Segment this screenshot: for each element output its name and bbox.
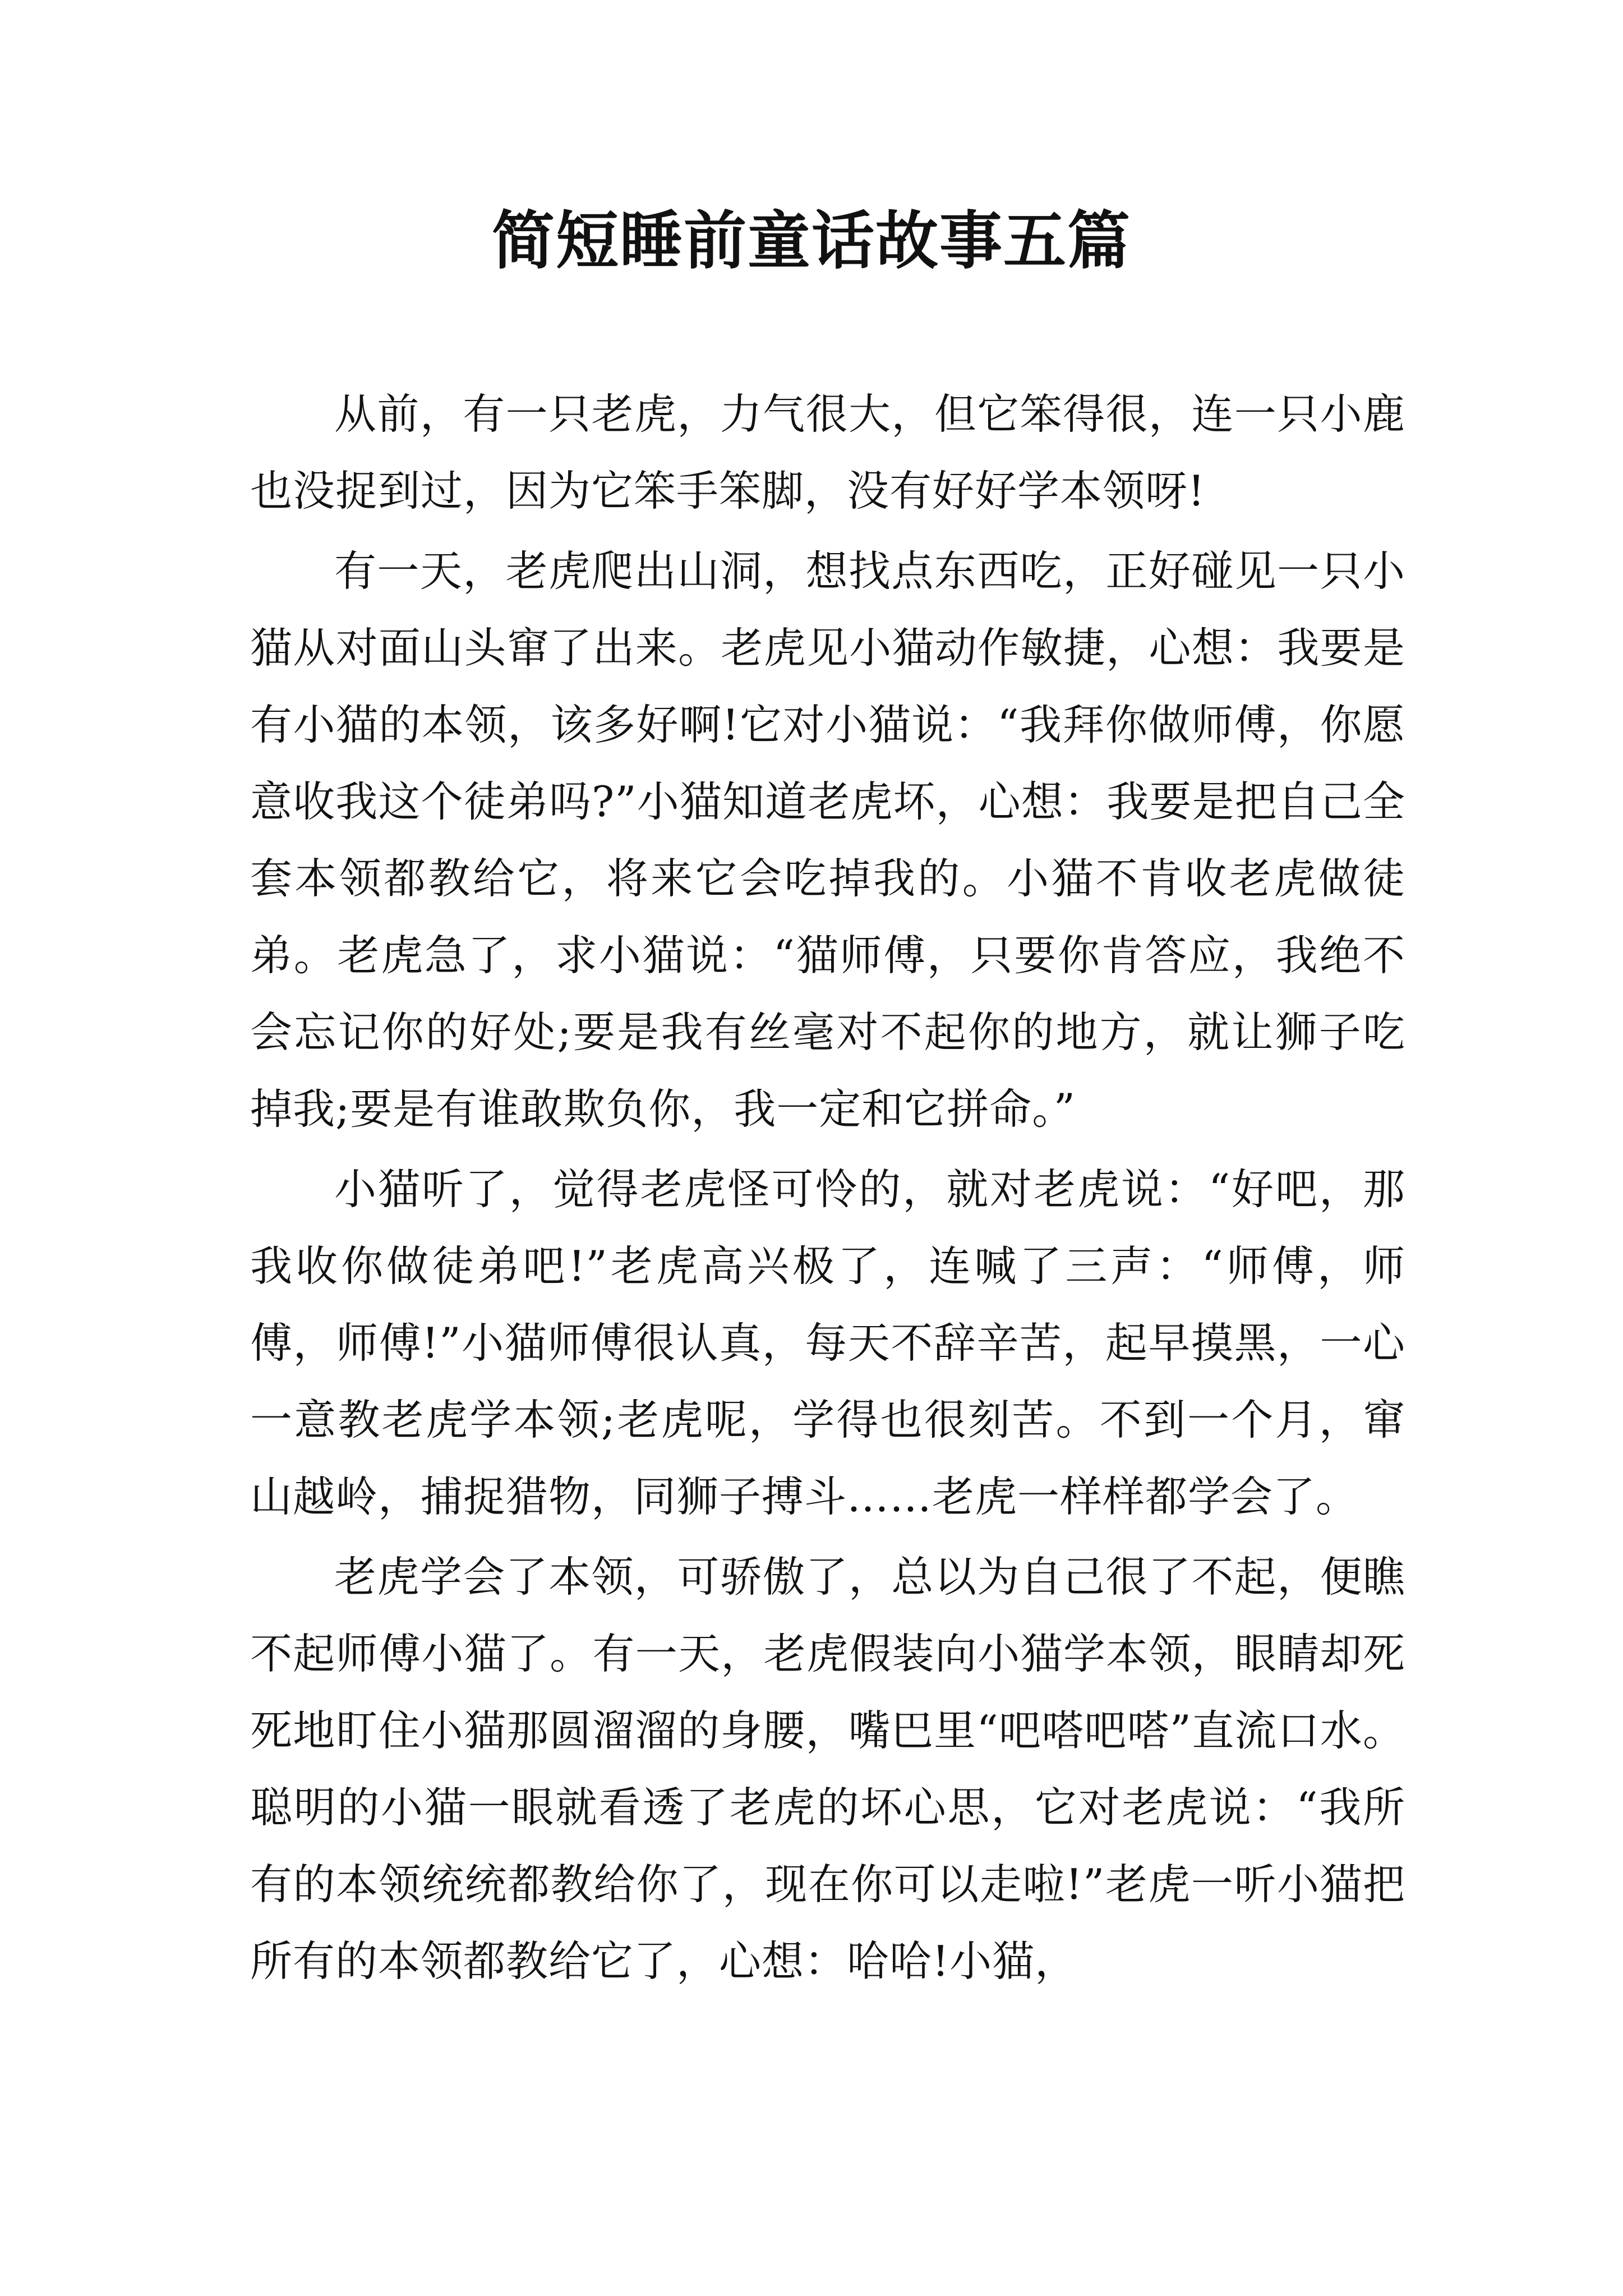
paragraph-2: 有一天，老虎爬出山洞，想找点东西吃，正好碰见一只小猫从对面山头窜了出来。老虎见小猫动作敏捷，心想：我要是有小猫的本领，该多好啊!它对小猫说：“我拜你做师傅，你愿意收我这个徒弟吗?”小猫知道老虎坏，心想：我要是把自己全套本领都教给它，将来它会吃掉我的。小猫不肯收老虎做徒弟。老虎急了，求小猫说：“猫师傅，只要你肯答应，我绝不会忘记你的好处;要是我有丝毫对不起你的地方，就让狮子吃掉我;要是有谁敢欺负你，我一定和它拼命。” xyxy=(250,546,1405,1134)
document-title: 简短睡前童话故事五篇 xyxy=(492,204,1131,278)
paragraph-1: 从前，有一只老虎，力气很大，但它笨得很，连一只小鹿也没捉到过，因为它笨手笨脚，没有好好学本领呀! xyxy=(250,389,1405,516)
document-body xyxy=(250,376,1405,2003)
paragraph-4: 老虎学会了本领，可骄傲了，总以为自己很了不起，便瞧不起师傅小猫了。有一天，老虎假装向小猫学本领，眼睛却死死地盯住小猫那圆溜溜的身腰，嘴巴里“吧嗒吧嗒”直流口水。聪明的小猫一眼就看透了老虎的坏心思，它对老虎说：“我所有的本领统统都教给你了，现在你可以走啦!”老虎一听小猫把所有的本领都教给它了，心想：哈哈!小猫， xyxy=(250,1552,1405,1986)
paragraph-3: 小猫听了，觉得老虎怪可怜的，就对老虎说：“好吧，那我收你做徒弟吧!”老虎高兴极了，连喊了三声：“师傅，师傅，师傅!”小猫师傅很认真，每天不辞辛苦，起早摸黑，一心一意教老虎学本领;老虎呢，学得也很刻苦。不到一个月，窜山越岭，捕捉猎物，同狮子搏斗……老虎一样样都学会了。 xyxy=(250,1165,1405,1521)
